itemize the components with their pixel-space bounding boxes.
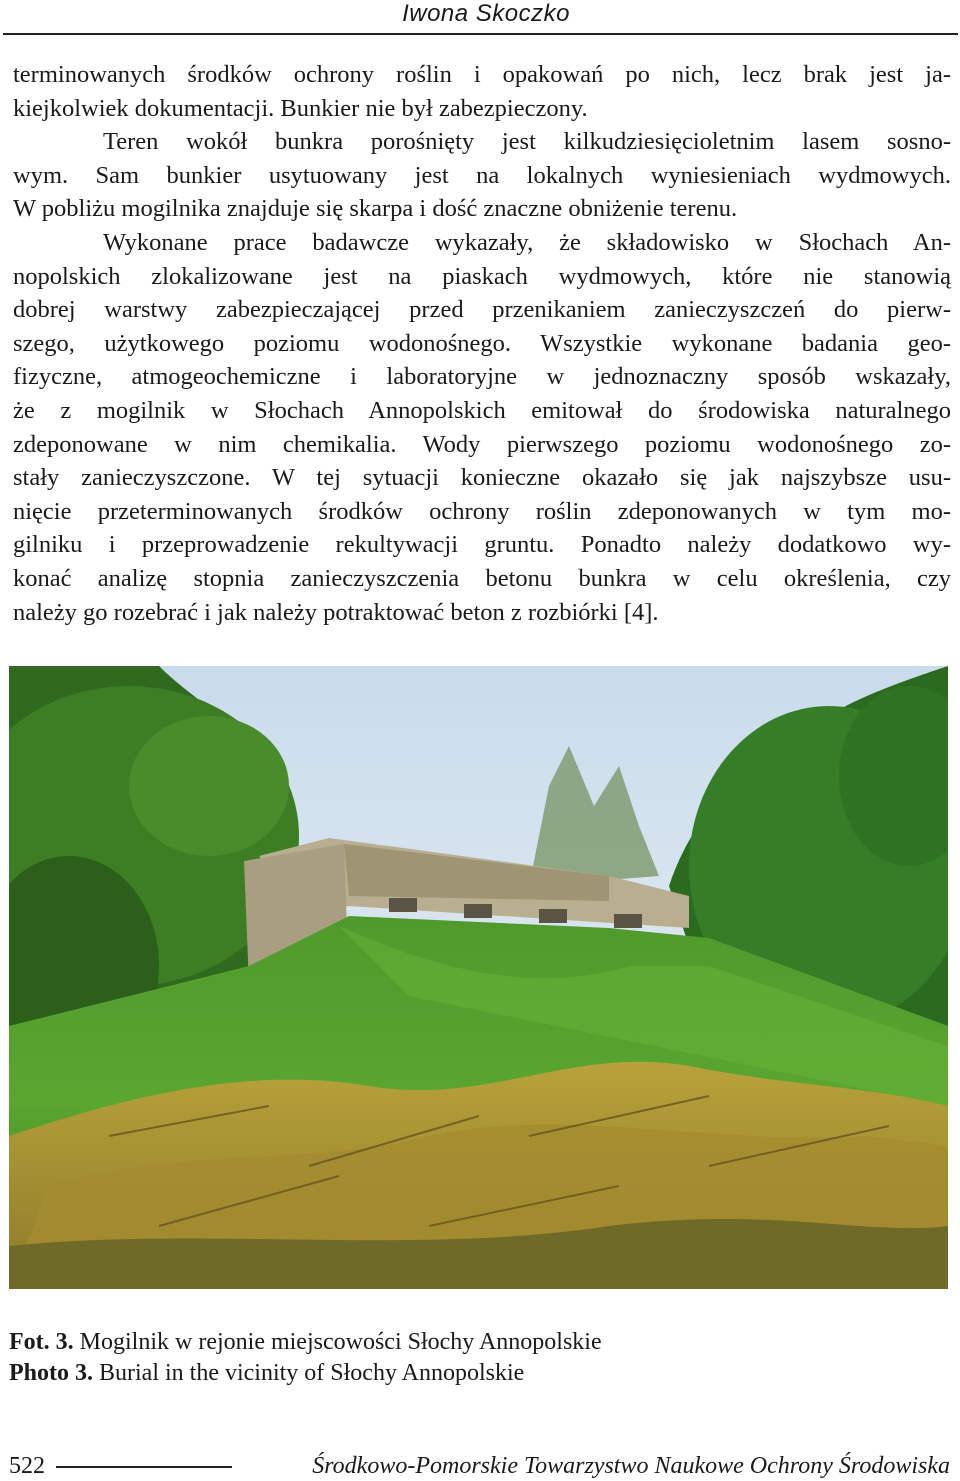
- text-line: W pobliżu mogilnika znajduje się skarpa i dość znaczne obniżenie terenu.: [13, 195, 738, 223]
- text-line: nięcie przeterminowanych środków ochrony roślin zdeponowanych w tym mo-: [13, 497, 951, 525]
- text-line: nopolskich zlokalizowane jest na piaskach wydmowych, które nie stanowią: [13, 262, 951, 290]
- text-line: zdeponowane w nim chemikalia. Wody pierwszego poziomu wodonośnego zo-: [13, 430, 951, 458]
- caption-label: Fot. 3.: [9, 1329, 74, 1355]
- running-header-author: Iwona Skoczko: [402, 0, 570, 27]
- text-line: wym. Sam bunkier usytuowany jest na lokalnych wyniesieniach wydmowych.: [13, 161, 951, 189]
- page-number: 522: [9, 1453, 45, 1479]
- text-line: należy go rozebrać i jak należy potraktować beton z rozbiórki [4].: [13, 598, 659, 626]
- text-line: konać analizę stopnia zanieczyszczenia betonu bunkra w celu określenia, czy: [13, 564, 951, 592]
- caption-text: Mogilnik w rejonie miejscowości Słochy Annopolskie: [73, 1329, 602, 1355]
- text-line: Teren wokół bunkra porośnięty jest kilkudziesięcioletnim lasem sosno-: [103, 128, 951, 156]
- text-line: szego, użytkowego poziomu wodonośnego. Wszystkie wykonane badania geo-: [13, 329, 951, 357]
- text-line: gilniku i przeprowadzenie rekultywacji gruntu. Ponadto należy dodatkowo wy-: [13, 531, 951, 559]
- body-text: [13, 58, 951, 629]
- footer-rule: [56, 1466, 232, 1468]
- text-line: stały zanieczyszczone. W tej sytuacji konieczne okazało się jak najszybsze usu-: [13, 464, 951, 492]
- bunker-photo: [9, 666, 948, 1289]
- figure-caption-pl: [9, 1327, 602, 1357]
- text-line: terminowanych środków ochrony roślin i opakowań po nich, lecz brak jest ja-: [13, 61, 951, 88]
- text-line: Wykonane prace badawcze wykazały, że składowisko w Słochach An-: [103, 228, 951, 256]
- caption-text: Burial in the vicinity of Słochy Annopolskie: [93, 1360, 525, 1386]
- text-line: fizyczne, atmogeochemiczne i laboratoryjne w jednoznaczny sposób wskazały,: [13, 363, 951, 391]
- text-line: kiejkolwiek dokumentacji. Bunkier nie był zabezpieczony.: [13, 94, 588, 122]
- text-line: dobrej warstwy zabezpieczającej przed przenikaniem zanieczyszczeń do pierw-: [13, 296, 951, 324]
- caption-label: Photo 3.: [9, 1360, 93, 1386]
- text-line: że z mogilnik w Słochach Annopolskich emitował do środowiska naturalnego: [13, 396, 951, 424]
- journal-name: Środkowo-Pomorskie Towarzystwo Naukowe Ochrony Środowiska: [312, 1453, 950, 1479]
- header-rule: [3, 33, 958, 35]
- figure-caption-en: [9, 1358, 524, 1388]
